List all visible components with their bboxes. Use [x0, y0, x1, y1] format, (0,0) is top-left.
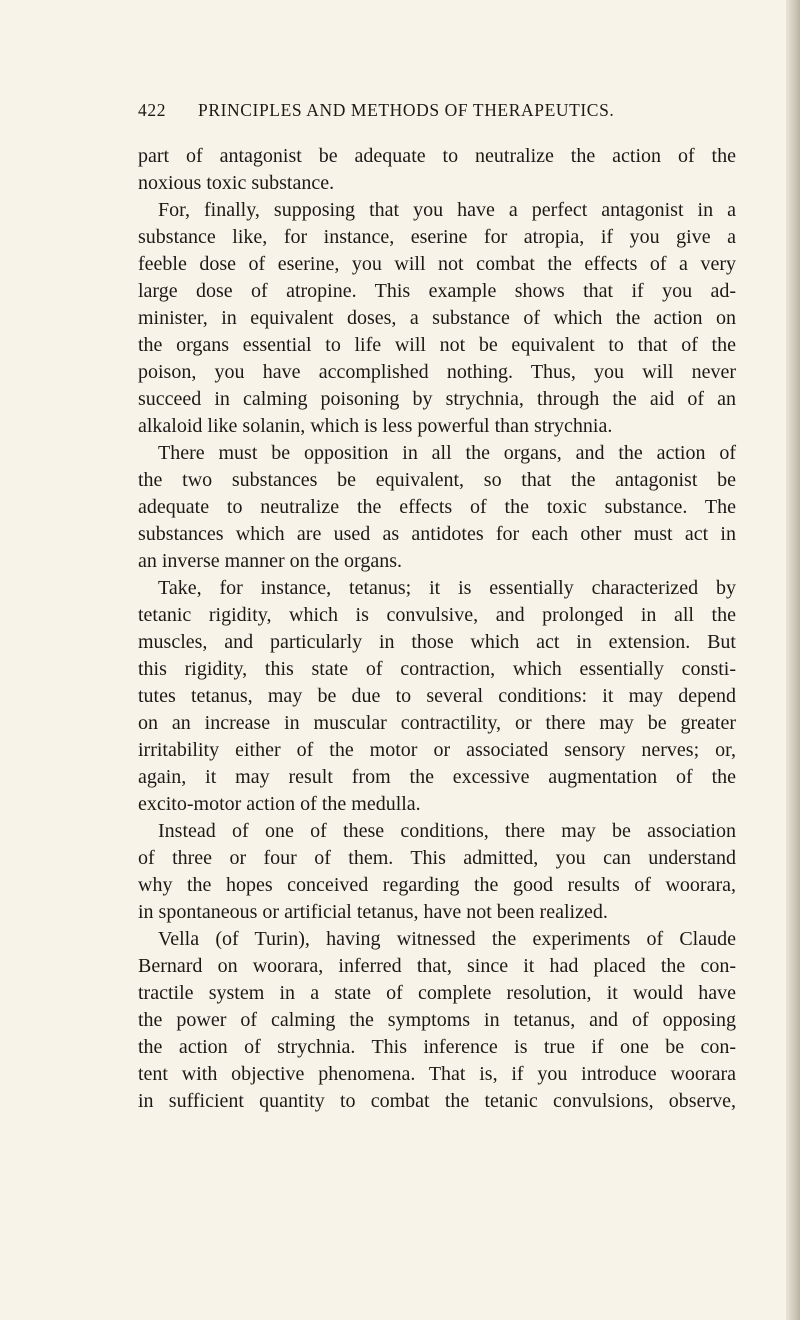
text-line: minister, in equivalent doses, a substance of which the action on	[138, 307, 736, 329]
running-head-title: PRINCIPLES AND METHODS OF THERAPEUTICS.	[198, 100, 615, 120]
text-line: the power of calming the symptoms in tetanus, and of opposing	[138, 1009, 736, 1031]
text-line: in spontaneous or artificial tetanus, have not been realized.	[138, 901, 608, 923]
text-line: Bernard on woorara, inferred that, since it had placed the con-	[138, 955, 736, 977]
text-line: substances which are used as antidotes for each other must act in	[138, 523, 736, 545]
text-line: tutes tetanus, may be due to several conditions: it may depend	[138, 685, 736, 707]
text-line: adequate to neutralize the effects of the toxic substance. The	[138, 496, 736, 518]
text-line: muscles, and particularly in those which act in extension. But	[138, 631, 736, 653]
text-line: of three or four of them. This admitted, you can understand	[138, 847, 736, 869]
text-line: succeed in calming poisoning by strychnia, through the aid of an	[138, 388, 736, 410]
body-text	[138, 143, 736, 1115]
page-number: 422	[138, 100, 167, 120]
text-line: feeble dose of eserine, you will not combat the effects of a very	[138, 253, 736, 275]
text-line: an inverse manner on the organs.	[138, 550, 402, 572]
text-line: alkaloid like solanin, which is less powerful than strychnia.	[138, 415, 613, 437]
text-line: the action of strychnia. This inference is true if one be con-	[138, 1036, 736, 1058]
text-line: irritability either of the motor or associated sensory nerves; or,	[138, 739, 736, 761]
text-line: why the hopes conceived regarding the good results of woorara,	[138, 874, 736, 896]
page-edge-shadow	[786, 0, 800, 1320]
text-line: in sufficient quantity to combat the tetanic convulsions, observe,	[138, 1090, 736, 1112]
text-line: substance like, for instance, eserine for atropia, if you give a	[138, 226, 736, 248]
text-line: large dose of atropine. This example shows that if you ad-	[138, 280, 736, 302]
text-line: noxious toxic substance.	[138, 172, 335, 194]
text-line: tetanic rigidity, which is convulsive, and prolonged in all the	[138, 604, 736, 626]
text-line: Take, for instance, tetanus; it is essentially characterized by	[158, 577, 736, 599]
text-line: the two substances be equivalent, so that the antagonist be	[138, 469, 736, 491]
text-line: tent with objective phenomena. That is, if you introduce woorara	[138, 1063, 736, 1085]
text-line: For, finally, supposing that you have a perfect antagonist in a	[158, 199, 736, 221]
text-line: poison, you have accomplished nothing. Thus, you will never	[138, 361, 736, 383]
text-line: the organs essential to life will not be equivalent to that of the	[138, 334, 736, 356]
text-line: tractile system in a state of complete resolution, it would have	[138, 982, 736, 1004]
text-line: There must be opposition in all the organs, and the action of	[158, 442, 736, 464]
text-line: part of antagonist be adequate to neutralize the action of the	[138, 145, 736, 167]
running-head	[138, 100, 698, 128]
text-line: on an increase in muscular contractility, or there may be greater	[138, 712, 736, 734]
text-line: Instead of one of these conditions, there may be association	[158, 820, 736, 842]
text-line: this rigidity, this state of contraction, which essentially consti-	[138, 658, 736, 680]
text-line: excito-motor action of the medulla.	[138, 793, 421, 815]
text-line: again, it may result from the excessive augmentation of the	[138, 766, 736, 788]
text-line: Vella (of Turin), having witnessed the experiments of Claude	[158, 928, 736, 950]
